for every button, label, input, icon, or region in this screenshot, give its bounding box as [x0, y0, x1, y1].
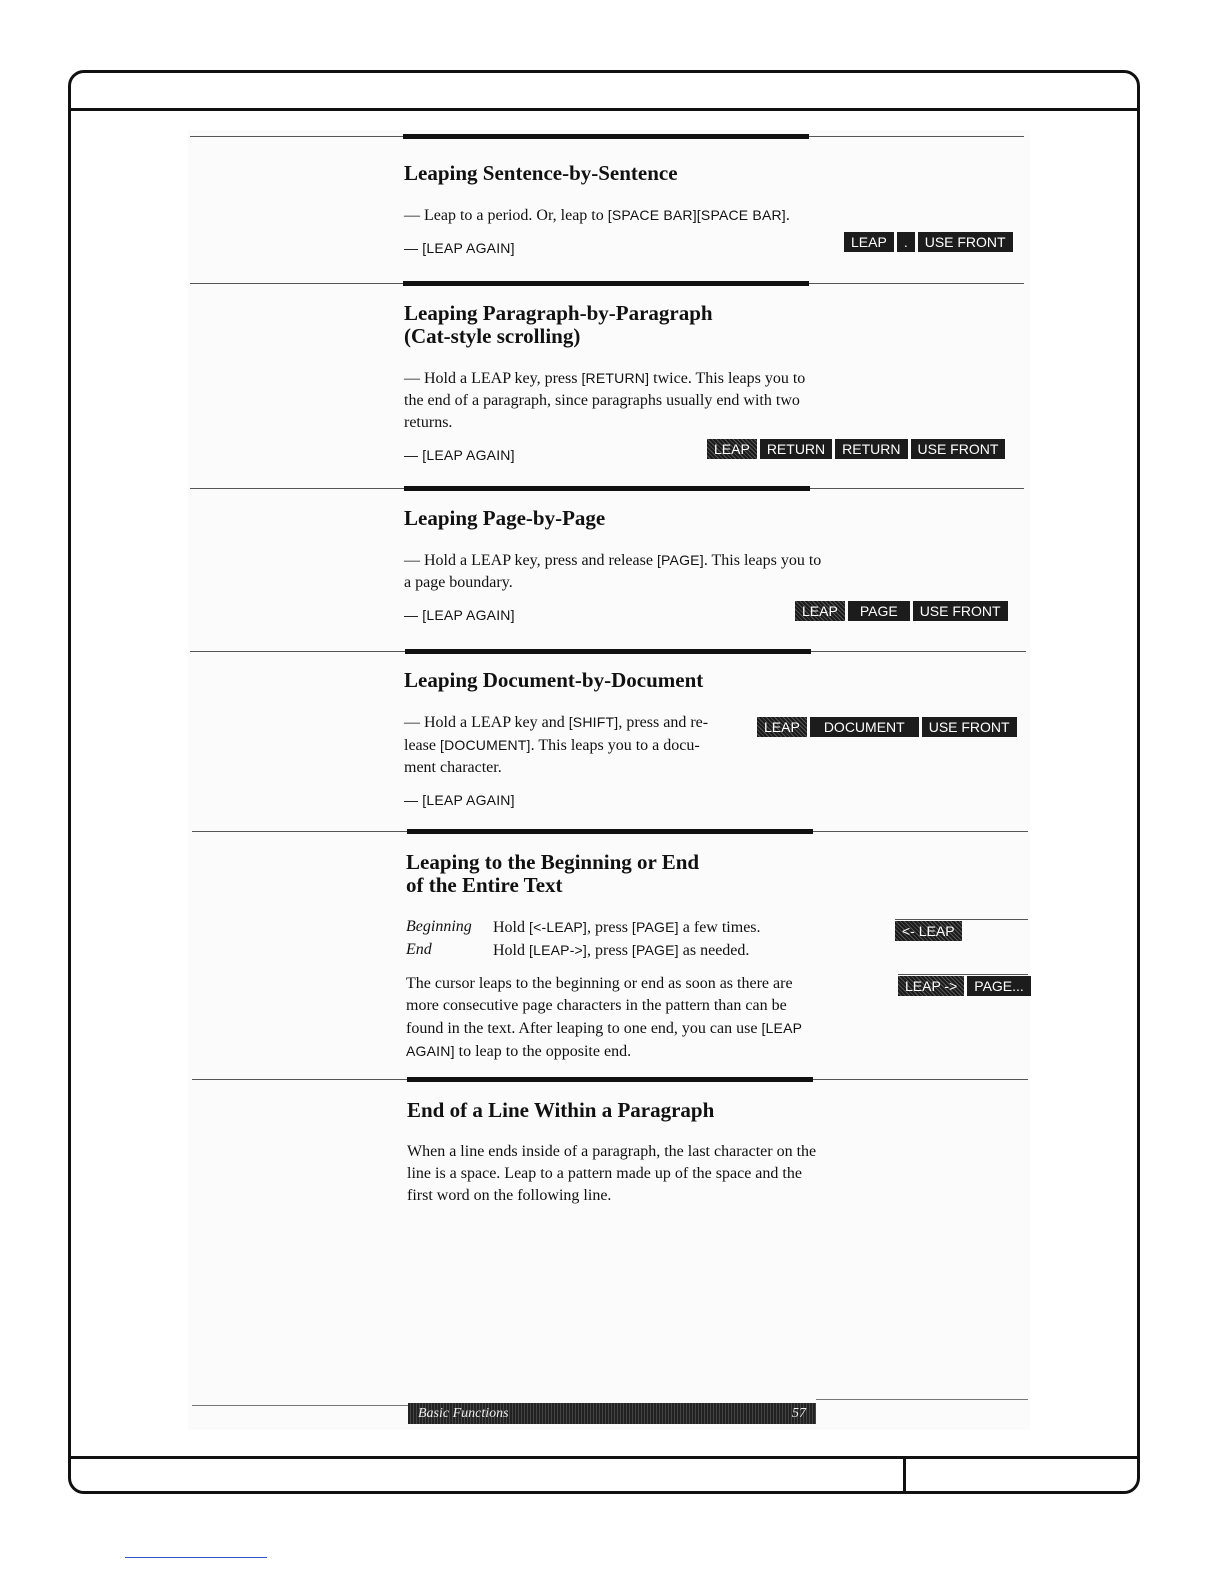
key-sequence	[898, 976, 1031, 996]
key-cap: RETURN	[760, 439, 832, 459]
section-beginning-end	[406, 851, 818, 1063]
key-sequence	[757, 717, 1017, 737]
section-text: — Hold a LEAP key and [SHIFT], press and re- lease [DOCUMENT]. This leaps you to a docu- ment character.	[404, 714, 709, 776]
key-sequence	[844, 232, 1013, 252]
section-rule-bold	[404, 486, 810, 491]
section-rule-bold	[403, 134, 809, 139]
key-cap: LEAP	[844, 232, 894, 252]
key-cap: .	[897, 232, 915, 252]
link-underline	[125, 1557, 267, 1558]
section-rule-bold	[407, 1077, 813, 1082]
frame-header-rule	[68, 108, 1140, 111]
key-cap: USE FRONT	[922, 717, 1017, 737]
key-cap: <- LEAP	[895, 921, 962, 941]
page-footer	[408, 1403, 816, 1424]
key-cap: LEAP ->	[898, 976, 964, 996]
section-page	[404, 507, 824, 627]
key-sequence	[707, 439, 1005, 459]
key-cap: PAGE	[848, 601, 910, 621]
key-cap: DOCUMENT	[810, 717, 919, 737]
key-rule	[895, 919, 1028, 920]
key-cap: LEAP	[707, 439, 757, 459]
footer-title: Basic Functions	[418, 1406, 509, 1421]
section-rule-bold	[405, 649, 811, 654]
frame-footer-divider	[903, 1456, 906, 1494]
section-text: — Hold a LEAP key, press [RETURN] twice. This leaps you to the end of a paragraph, since paragraphs usually end with two returns.	[404, 370, 806, 431]
key-sequence	[895, 921, 962, 941]
section-rule-bold	[407, 829, 813, 834]
key-rule	[898, 974, 1028, 975]
beginning-row: Beginning Hold [<-LEAP], press [PAGE] a few times.	[406, 918, 761, 936]
key-cap: LEAP	[795, 601, 845, 621]
section-title: Leaping Document-by-Document	[404, 668, 704, 692]
key-cap: PAGE...	[967, 976, 1031, 996]
section-title: Leaping to the Beginning or End of the Entire Text	[406, 850, 700, 897]
key-cap: USE FRONT	[911, 439, 1006, 459]
frame-footer-rule	[68, 1456, 1140, 1459]
section-title: Leaping Sentence-by-Sentence	[404, 161, 678, 185]
end-row: End Hold [LEAP->], press [PAGE] as needed.	[406, 941, 750, 959]
leap-again-note: — [LEAP AGAIN]	[404, 447, 515, 463]
section-document	[404, 669, 749, 812]
footer-rule	[816, 1399, 1028, 1400]
section-text: — Hold a LEAP key, press and release [PAGE]. This leaps you to a page boundary.	[404, 552, 822, 591]
leap-again-note: — [LEAP AGAIN]	[404, 792, 515, 808]
section-text: The cursor leaps to the beginning or end as soon as there are more consecutive page characters in the pattern than can be found in the text. After leaping to one end, you can use [LEAP AGAIN] to leap to the opposite end.	[406, 975, 802, 1060]
key-cap: USE FRONT	[913, 601, 1008, 621]
key-cap: RETURN	[835, 439, 907, 459]
section-title: Leaping Page-by-Page	[404, 506, 606, 530]
leap-again-note: — [LEAP AGAIN]	[404, 240, 515, 256]
section-text: When a line ends inside of a paragraph, the last character on the line is a space. Leap to a pattern made up of the space and the first word on the following line.	[407, 1143, 817, 1204]
leap-again-note: — [LEAP AGAIN]	[404, 607, 515, 623]
section-text: — Leap to a period. Or, leap to [SPACE BAR][SPACE BAR].	[404, 207, 790, 224]
page-number: 57	[792, 1406, 806, 1421]
key-cap: USE FRONT	[918, 232, 1013, 252]
footer-rule	[192, 1405, 408, 1406]
section-title: End of a Line Within a Paragraph	[407, 1098, 715, 1122]
section-end-of-line	[407, 1099, 819, 1207]
key-sequence	[795, 601, 1008, 621]
key-cap: LEAP	[757, 717, 807, 737]
section-rule-bold	[403, 281, 809, 286]
section-title: Leaping Paragraph-by-Paragraph (Cat-style scrolling)	[404, 301, 713, 348]
section-sentence	[404, 162, 824, 260]
